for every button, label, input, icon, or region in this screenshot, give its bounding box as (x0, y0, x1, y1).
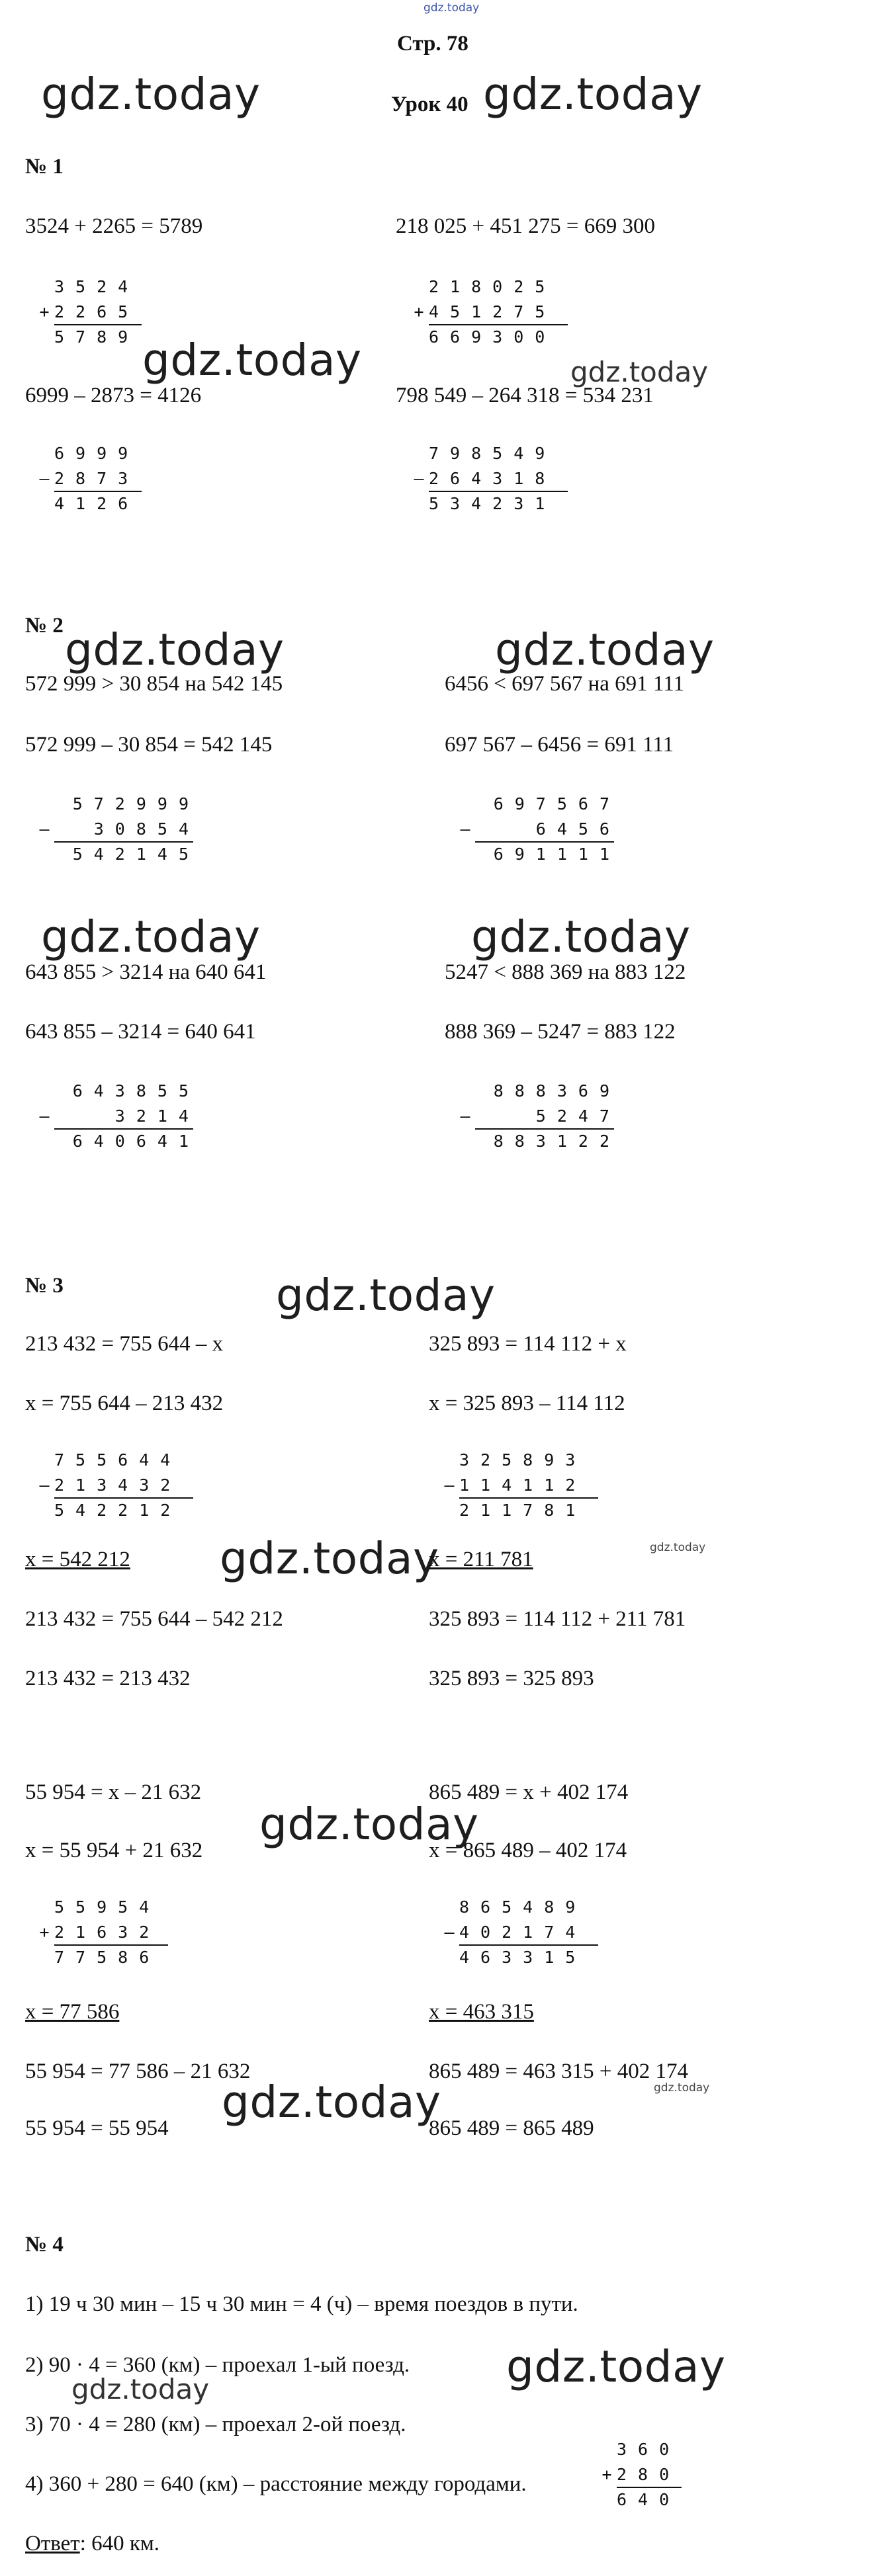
col-top: 888369 (493, 1081, 621, 1101)
task1-eq-d: 798 549 – 264 318 = 534 231 (396, 384, 654, 407)
task2-column-r2 (455, 1078, 621, 1153)
col-top: 755644 (54, 1450, 182, 1470)
task2-left-1b: 572 999 – 30 854 = 542 145 (25, 733, 273, 757)
task1-column-d (409, 440, 556, 516)
watermark: gdz.today (71, 2373, 210, 2405)
task2-column-l1 (34, 791, 200, 866)
task3-title: № 3 (25, 1274, 64, 1298)
task3-column-d (439, 1894, 586, 1970)
col-result: 4126 (54, 493, 140, 513)
task1-column-c (34, 440, 139, 516)
col-sign: – (39, 819, 50, 839)
task3-b4: 325 893 = 114 112 + 211 781 (429, 1607, 686, 1631)
watermark: gdz.today (222, 2077, 441, 2128)
task3-d4: 865 489 = 463 315 + 402 174 (429, 2059, 688, 2083)
answer-label: Ответ (25, 2532, 80, 2555)
col-top: 3524 (54, 276, 140, 296)
task3-a5: 213 432 = 213 432 (25, 1667, 191, 1690)
lesson-label: Урок 40 (391, 93, 468, 116)
col-result: 669300 (429, 327, 556, 347)
watermark: gdz.today (220, 1533, 439, 1584)
col-sign: – (39, 1475, 50, 1495)
watermark: gdz.today (471, 911, 691, 962)
task4-answer (25, 2532, 159, 2556)
col-sign: – (444, 1475, 455, 1495)
col-mid: 30854 (93, 819, 200, 839)
col-sign: + (39, 1922, 50, 1942)
task3-a2: x = 755 644 – 213 432 (25, 1392, 224, 1415)
task4-step-1: 1) 19 ч 30 мин – 15 ч 30 мин = 4 (ч) – время поездов в пути. (25, 2292, 578, 2316)
task3-a1: 213 432 = 755 644 – x (25, 1332, 224, 1356)
task2-column-r1 (455, 791, 621, 866)
task4-title: № 4 (25, 2233, 64, 2257)
task3-d2: x = 865 489 – 402 174 (429, 1839, 627, 1862)
task4-step-2: 2) 90 · 4 = 360 (км) – проехал 1-ый поезд. (25, 2353, 410, 2377)
watermark: gdz.today (276, 1270, 496, 1321)
watermark: gdz.today (41, 69, 261, 120)
col-mid: 280 (617, 2464, 681, 2484)
watermark: gdz.today (41, 911, 261, 962)
col-mid: 2265 (54, 302, 140, 321)
col-mid: 6456 (535, 819, 621, 839)
task3-c1: 55 954 = x – 21 632 (25, 1780, 202, 1804)
col-result: 77586 (54, 1947, 161, 1967)
task3-a4: 213 432 = 755 644 – 542 212 (25, 1607, 283, 1631)
col-top: 572999 (72, 794, 200, 813)
task3-column-c (34, 1894, 160, 1970)
task1-eq-a: 3524 + 2265 = 5789 (25, 214, 203, 238)
task2-left-1a: 572 999 > 30 854 на 542 145 (25, 672, 283, 696)
watermark: gdz.today (506, 2341, 726, 2392)
col-sign: – (460, 1106, 470, 1126)
col-top: 697567 (493, 794, 621, 813)
col-mid: 2873 (54, 468, 140, 488)
watermark: gdz.today (483, 69, 703, 120)
col-sign: – (39, 1106, 50, 1126)
col-top: 218025 (429, 276, 556, 296)
col-sign: + (601, 2464, 612, 2484)
col-top: 360 (617, 2439, 681, 2459)
col-sign: + (39, 302, 50, 321)
task2-right-2a: 5247 < 888 369 на 883 122 (445, 960, 686, 984)
task2-right-1a: 6456 < 697 567 на 691 111 (445, 672, 684, 696)
col-result: 691111 (493, 844, 621, 864)
task1-eq-b: 218 025 + 451 275 = 669 300 (396, 214, 655, 238)
col-sign: + (414, 302, 424, 321)
task3-c3: x = 77 586 (25, 2000, 120, 2024)
col-result: 534231 (429, 493, 556, 513)
watermark: gdz.today (570, 356, 709, 388)
col-top: 6999 (54, 443, 140, 463)
col-sign: – (39, 468, 50, 488)
col-mid: 451275 (429, 302, 556, 321)
col-sign: – (460, 819, 470, 839)
col-mid: 114112 (459, 1475, 587, 1495)
col-top: 55954 (54, 1897, 161, 1917)
task3-d5: 865 489 = 865 489 (429, 2116, 594, 2140)
task3-column-b (439, 1447, 586, 1522)
col-result: 211781 (459, 1500, 587, 1520)
col-mid: 264318 (429, 468, 556, 488)
col-mid: 213432 (54, 1475, 182, 1495)
task2-left-2b: 643 855 – 3214 = 640 641 (25, 1020, 256, 1044)
col-mid: 5247 (535, 1106, 621, 1126)
watermark: gdz.today (259, 1799, 479, 1850)
watermark: gdz.today (654, 2081, 710, 2095)
task4-column (597, 2436, 680, 2512)
page-label: Стр. 78 (397, 32, 468, 56)
col-mid: 3214 (114, 1106, 200, 1126)
watermark: gdz.today (495, 624, 715, 675)
task1-column-a (34, 274, 139, 349)
task4-step-4: 4) 360 + 280 = 640 (км) – расстояние между городами. (25, 2472, 527, 2496)
answer-value: : 640 км. (79, 2532, 160, 2555)
task3-c2: x = 55 954 + 21 632 (25, 1839, 203, 1862)
col-result: 542212 (54, 1500, 182, 1520)
col-top: 798549 (429, 443, 556, 463)
task3-b5: 325 893 = 325 893 (429, 1667, 594, 1690)
task3-b2: x = 325 893 – 114 112 (429, 1392, 625, 1415)
watermark: gdz.today (142, 335, 362, 386)
col-sign: – (414, 468, 424, 488)
task2-right-1b: 697 567 – 6456 = 691 111 (445, 733, 674, 757)
task1-title: № 1 (25, 155, 64, 179)
col-sign: – (444, 1922, 455, 1942)
task3-d3: x = 463 315 (429, 2000, 534, 2024)
task3-c4: 55 954 = 77 586 – 21 632 (25, 2059, 251, 2083)
col-result: 542145 (72, 844, 200, 864)
site-top-link[interactable]: gdz.today (423, 1, 480, 15)
task1-column-b (409, 274, 556, 349)
col-top: 325893 (459, 1450, 587, 1470)
task2-column-l2 (34, 1078, 200, 1153)
col-result: 883122 (493, 1131, 621, 1151)
task2-title: № 2 (25, 614, 64, 638)
col-result: 640 (617, 2489, 681, 2509)
col-mid: 402174 (459, 1922, 587, 1942)
task2-left-2a: 643 855 > 3214 на 640 641 (25, 960, 267, 984)
task1-eq-c: 6999 – 2873 = 4126 (25, 384, 202, 407)
watermark: gdz.today (65, 624, 285, 675)
task3-c5: 55 954 = 55 954 (25, 2116, 169, 2140)
task3-d1: 865 489 = x + 402 174 (429, 1780, 629, 1804)
task3-b1: 325 893 = 114 112 + x (429, 1332, 627, 1356)
task3-column-a (34, 1447, 181, 1522)
task3-b3: x = 211 781 (429, 1548, 533, 1571)
col-mid: 21632 (54, 1922, 161, 1942)
col-result: 640641 (72, 1131, 200, 1151)
watermark: gdz.today (650, 1541, 706, 1554)
task2-right-2b: 888 369 – 5247 = 883 122 (445, 1020, 676, 1044)
task4-step-3: 3) 70 · 4 = 280 (км) – проехал 2-ой поезд. (25, 2413, 406, 2436)
col-result: 463315 (459, 1947, 587, 1967)
col-result: 5789 (54, 327, 140, 347)
col-top: 865489 (459, 1897, 587, 1917)
task3-a3: x = 542 212 (25, 1548, 130, 1571)
col-top: 643855 (72, 1081, 200, 1101)
